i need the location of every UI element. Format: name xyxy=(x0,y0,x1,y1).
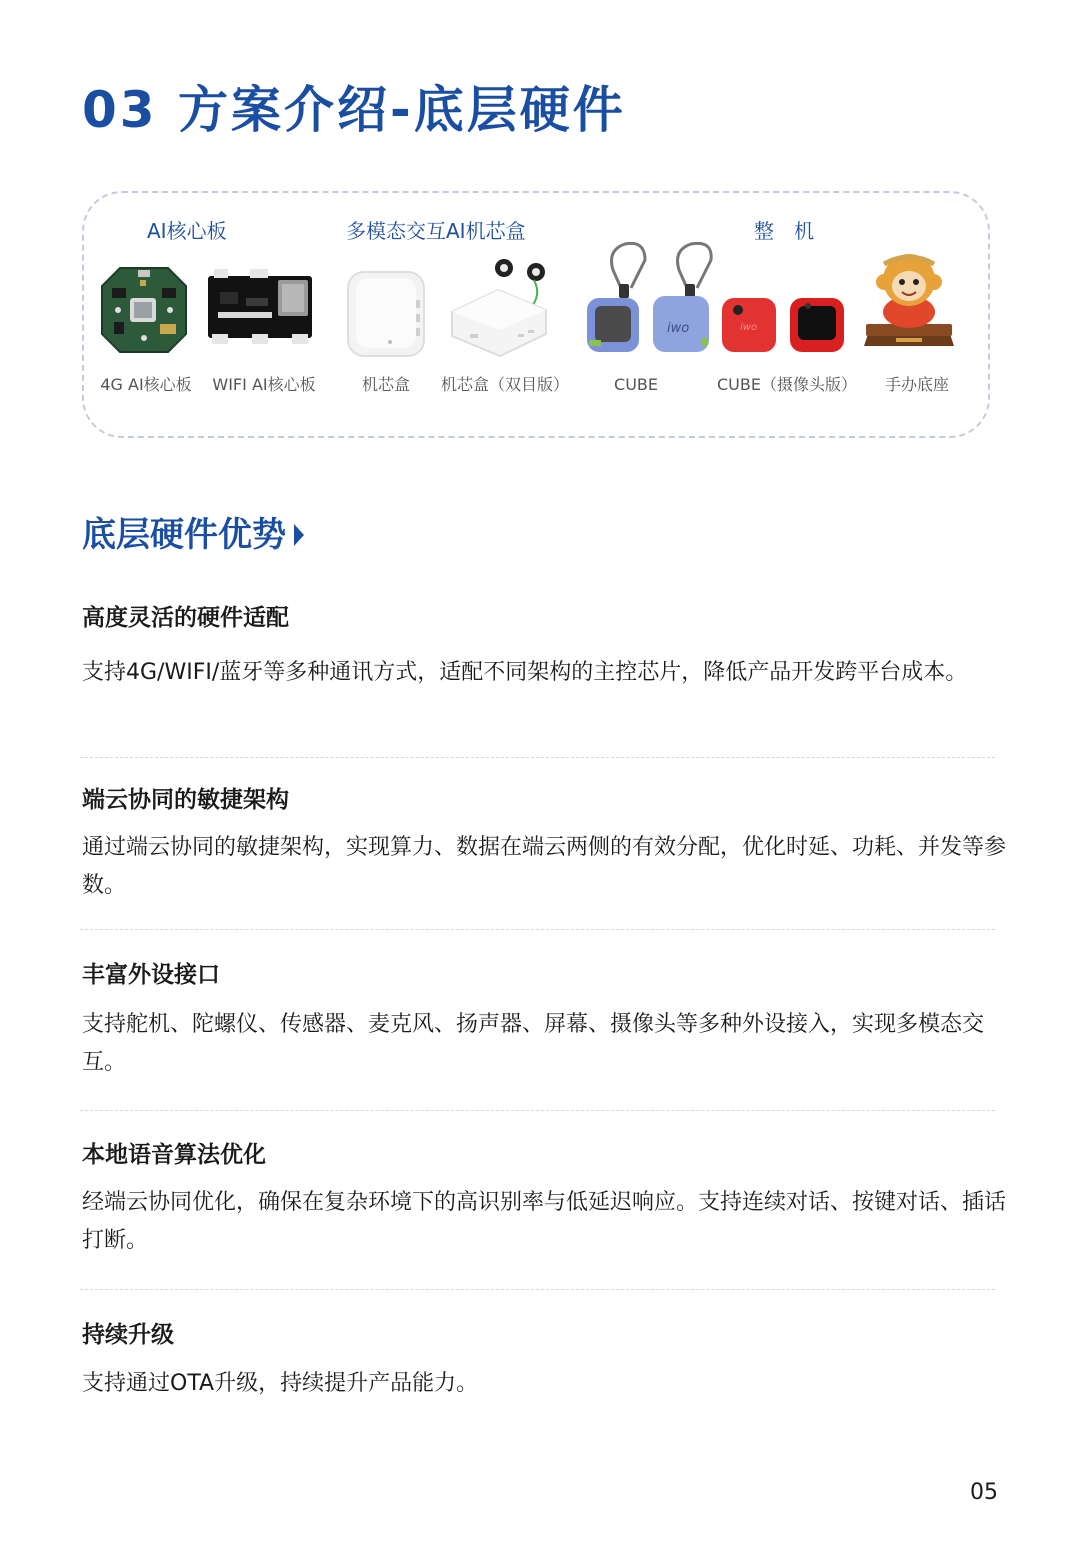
svg-text:iwo: iwo xyxy=(667,321,690,336)
product-label-cube: CUBE xyxy=(614,375,658,394)
figure-base-image xyxy=(862,246,956,354)
group-label-ai-core-board: AI核心板 xyxy=(147,219,227,243)
section-heading-text: 底层硬件优势 xyxy=(82,515,286,555)
advantage-description: 支持舵机、陀螺仪、传感器、麦克风、扬声器、屏幕、摄像头等多种外设接入，实现多模态交互。 xyxy=(82,1012,985,1075)
4g-ai-core-board-image xyxy=(100,266,188,354)
advantage-title: 高度灵活的硬件适配 xyxy=(82,605,289,631)
triangle-right-icon xyxy=(294,524,304,546)
advantage-description: 通过端云协同的敏捷架构，实现算力、数据在端云两侧的有效分配，优化时延、功耗、并发等参数。 xyxy=(82,835,1007,898)
core-box-image xyxy=(346,270,428,360)
group-label-complete-device: 整 机 xyxy=(754,219,814,243)
group-label-core-box: 多模态交互AI机芯盒 xyxy=(346,219,526,243)
product-label-dual-camera-core-box: 机芯盒（双目版） xyxy=(440,375,570,394)
wifi-ai-core-board-image xyxy=(206,268,314,348)
product-label-cube-camera: CUBE（摄像头版） xyxy=(717,375,857,394)
advantage-title: 丰富外设接口 xyxy=(82,962,220,988)
advantage-title: 本地语音算法优化 xyxy=(82,1142,266,1168)
product-label-figure-base: 手办底座 xyxy=(884,375,950,394)
product-label-wifi-core-board: WIFI AI核心板 xyxy=(212,375,316,394)
advantage-description: 支持4G/WIFI/蓝牙等多种通讯方式，适配不同架构的主控芯片，降低产品开发跨平台成本。 xyxy=(82,660,968,685)
divider xyxy=(80,929,995,930)
divider xyxy=(80,1289,995,1290)
advantage-description: 经端云协同优化，确保在复杂环境下的高识别率与低延迟响应。支持连续对话、按键对话、插话打断。 xyxy=(82,1190,1007,1253)
advantage-title: 端云协同的敏捷架构 xyxy=(82,787,289,813)
section-heading xyxy=(82,512,304,558)
advantage-description: 支持通过OTA升级，持续提升产品能力。 xyxy=(82,1371,479,1396)
product-label-4g-core-board: 4G AI核心板 xyxy=(100,375,192,394)
divider xyxy=(80,1110,995,1111)
cube-camera-device-image xyxy=(720,296,846,354)
divider xyxy=(80,757,995,758)
dual-camera-core-box-image xyxy=(446,256,550,360)
page-number: 05 xyxy=(970,1480,998,1505)
product-label-core-box: 机芯盒 xyxy=(361,375,411,394)
svg-text:iwo: iwo xyxy=(740,322,758,333)
page-title: 03 方案介绍-底层硬件 xyxy=(82,81,626,139)
advantage-title: 持续升级 xyxy=(82,1322,174,1348)
